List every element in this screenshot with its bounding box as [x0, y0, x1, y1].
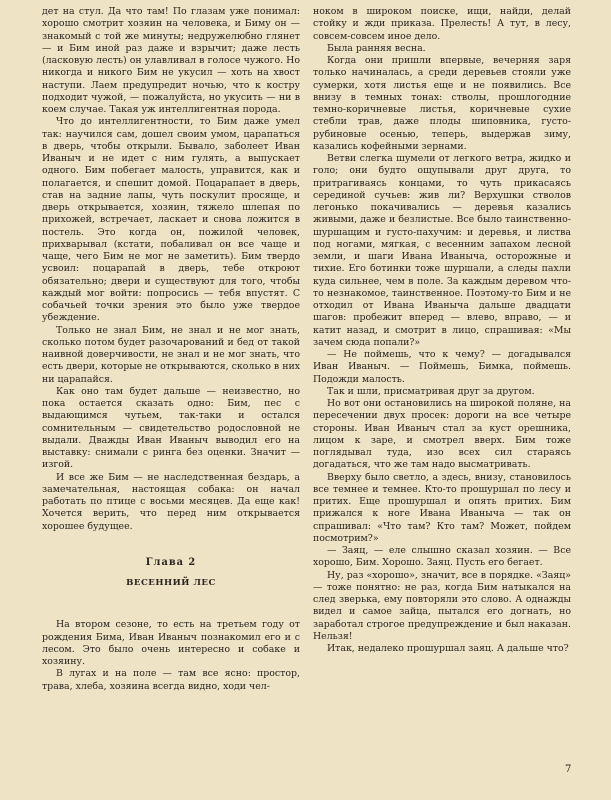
paragraph: — Не поймешь, что к чему? — догадывался Иван Иваныч. — Поймешь, Бимка, поймешь. Подожди малость.: [313, 349, 571, 385]
paragraph: Итак, недалеко прошуршал заяц. А дальше что?: [327, 643, 569, 654]
paragraph: Что до интеллигентности, то Бим даже умел так: научился сам, дошел своим умом, царапаться в дверь, чтобы открыли. Бывало, заболеет Иван Иваныч и не идет с ним гулять, а выпускает одного. Бим побегает малость, управится, как и полагается, и спешит домой. Поцарапает в дверь, став на задние лапы, чуть поскулит просяще, и дверь открывается, хозяин, тяжело шлепая по прихожей, встречает, ласкает и снова ложится в постель. Это когда он, пожилой человек, прихварывал (кстати, побаливал он все чаще и чаще, чего Бим не мог не заметить). Бим твердо усвоил: поцарапай в дверь, тебе откроют обязательно; двери и существуют для того, чтобы каждый мог войти: попросись — тебя впустят. С собачьей точки зрения это было уже твердое убеждение.: [42, 116, 300, 324]
paragraph: Была ранняя весна.: [327, 42, 426, 54]
right-column: [313, 6, 571, 655]
paragraph: Вверху было светло, а здесь, внизу, становилось все темнее и темнее. Кто-то прошуршал по лесу и притих. Еще прошуршал и опять притих. Бим прижался к ноге Ивана Иваныча — так он спрашивал: «Что там? Кто там? Может, пойдем посмотрим?»: [313, 471, 571, 544]
paragraph: И все же Бим — не наследственная бездарь, а замечательная, настоящая собака: он начал работать по птице с восьми месяцев. Да еще как! Хочется верить, что перед ним открывается хорошее будущее.: [42, 471, 300, 532]
paragraph: Ну, раз «хорошо», значит, все в порядке. «Заяц» — тоже понятно: не раз, когда Бим натыкался на след зверька, ему повторяли это слово. А однажды видел и самое зайца, пытался его догнать, но заработал строгое предупреждение и был наказан. Нельзя!: [313, 569, 571, 642]
paragraph: ноком в широком поиске, ищи, найди, делай стойку и жди приказа. Прелесть! А тут, в лесу, совсем-совсем иное дело.: [313, 6, 571, 42]
paragraph: дет на стул. Да что там! По глазам уже понимал: хорошо смотрит хозяин на человека, и Биму он — знакомый с той же минуты; недружелюбно глянет — и Бим иной раз даже и взрычит; даже лесть (ласковую лесть) он улавливал в голосе чужого. Но никогда и никого Бим не укусил — хоть на хвост наступи. Лаем предупредит ночью, что к костру подходит чужой, — пожалуйста, но укусить — ни в коем случае. Такая уж интеллигентная порода.: [42, 6, 300, 115]
paragraph: Так и шли, присматривая друг за другом.: [327, 385, 535, 397]
left-paragraphs-before: [42, 6, 300, 533]
left-column: [42, 6, 300, 693]
right-paragraphs: [313, 6, 571, 655]
paragraph: Когда они пришли впервые, вечерняя заря только начиналась, а среди деревьев стояли уже сумерки, хотя листья еще и не появились. Все внизу в темных тонах: стволы, прошлогодние темно-коричневые листья, коричневые сухие стебли трав, даже плоды шиповника, густо-рубиновые осенью, теперь, выдержав зиму, казались кофейными зернами.: [313, 55, 571, 152]
paragraph: В лугах и на поле — там все ясно: простор, трава, хлеба, хозяина всегда видно, ходи чел-: [42, 668, 300, 692]
chapter-title: Глава 2: [145, 556, 197, 568]
paragraph: Ветви слегка шумели от легкого ветра, жидко и голо; они будто ощупывали друг друга, то притрагиваясь концами, то чуть прикасаясь серединой сучьев: жив ли? Верхушки стволов легонько покачивались — деревья казались живыми, даже и безлистые. Все было таинственно-шуршащим и густо-пахучим: и деревья, и листва под ногами, мягкая, с весенним запахом лесной земли, и шаги Ивана Иваныча, осторожные и тихие. Его ботинки тоже шуршали, а следы пахли куда сильнее, чем в поле. За каждым деревом что-то незнакомое, таинственное. Поэтому-то Бим и не отходил от Ивана Иваныча дальше двадцати шагов: пробежит вперед — влево, вправо, — и катит назад, и смотрит в лицо, спрашивая: «Мы зачем сюда попали?»: [313, 153, 571, 348]
paragraph: На втором сезоне, то есть на третьем году от рождения Бима, Иван Иваныч познакомил его и с лесом. Это было очень интересно и собаке и хозяину.: [42, 619, 300, 667]
paragraph: Как оно там будет дальше — неизвестно, но пока остается сказать одно: Бим, пес с выдающимся чутьем, так-таки и остался сомнительным — свидетельство родословной не выдали. Дважды Иван Иваныч выводил его на выставку: снимали с ринга без оценки. Значит — изгой.: [42, 385, 300, 471]
paragraph: Но вот они остановились на широкой поляне, на пересечении двух просек: дороги на все четыре стороны. Иван Иваныч стал за куст орешника, лицом к заре, и смотрел вверх. Бим тоже поглядывал туда, изо всех сил стараясь догадаться, что же там надо высматривать.: [313, 398, 571, 471]
page-number: 7: [565, 764, 572, 775]
left-paragraphs-after: [42, 619, 300, 693]
chapter-subtitle: ВЕСЕННИЙ ЛЕС: [126, 578, 216, 588]
paragraph: — Заяц, — еле слышно сказал хозяин. — Все хорошо, Бим. Хорошо. Заяц. Пусть его бегает.: [313, 545, 571, 569]
paragraph: Только не знал Бим, не знал и не мог знать, сколько потом будет разочарований и бед от такой наивной доверчивости, не знал и не мог знать, что есть двери, которые не открываются, сколько в них ни царапайся.: [42, 324, 300, 385]
